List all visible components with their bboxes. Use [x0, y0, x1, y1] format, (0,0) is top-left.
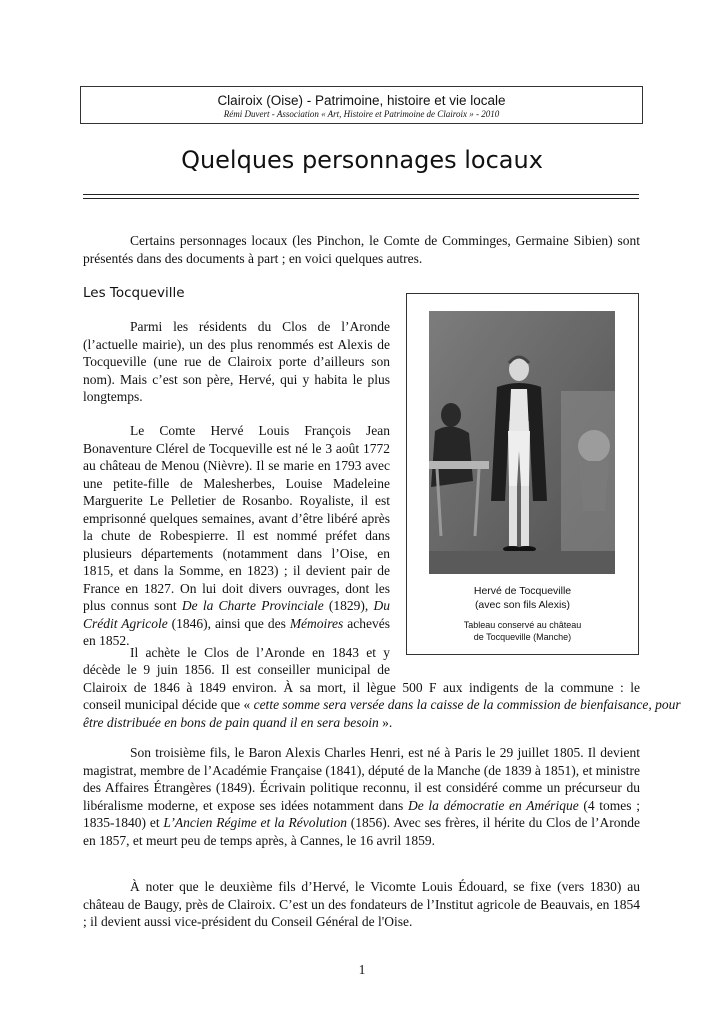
paragraph-5: À noter que le deuxième fils d’Hervé, le Vicomte Louis Édouard, se fixe (vers 1830) au château de Baugy, près de Clairoix. C’est un des fondateurs de l’Institut agricole de Beauvais, en 1854 ; il devient aussi vice-président du Conseil Général de l'Oise.	[83, 879, 640, 929]
paragraph-3-line-4: conseil municipal décide que « cette somme sera versée dans la caisse de la commission de bienfaisance, pour	[83, 697, 681, 712]
header-subtitle: Rémi Duvert - Association « Art, Histoire et Patrimoine de Clairoix » - 2010	[223, 109, 500, 119]
work-title: De la démocratie en Amérique	[408, 797, 579, 813]
quote: être distribuée en bons de pain quand il en sera besoin	[83, 715, 379, 730]
paragraph-1: Parmi les résidents du Clos de l’Aronde (l’actuelle mairie), un des plus renommés est Alexis de Tocqueville (une rue de Clairoix porte d’ailleurs son nom). Mais c’est son père, Hervé, qui y habita le plus longtemps.	[83, 319, 390, 404]
intro-paragraph: Certains personnages locaux (les Pinchon, le Comte de Comminges, Germaine Sibien) sont présentés dans des documents à part ; en voici quelques autres.	[83, 233, 640, 266]
work-title: Du Crédit Agricole	[83, 598, 390, 631]
paragraph-3-line-2: décède le 9 juin 1856. Il est conseiller municipal de	[83, 662, 390, 677]
quote: cette somme sera versée dans la caisse de la commission de bienfaisance, pour	[253, 697, 681, 712]
paragraph-2: Le Comte Hervé Louis François Jean Bonaventure Clérel de Tocqueville est né le 3 août 1772 au château de Menou (Nièvre). Il se marie en 1793 avec une petite-fille de Malesherbes, Louise Madeleine Marguerite Le Pelletier de Rosanbo. Royaliste, il est emprisonné quelques semaines, avant d’être libéré après la chute de Robespierre. Il est nommé préfet dans plusieurs départements (notamment dans l’Oise, en 1815, et dans la Somme, en 1823) ; il devient pair de France en 1827. On lui doit divers ouvrages, dont les plus connus sont De la Charte Provinciale (1829), Du Crédit Agricole (1846), ainsi que des Mémoires achevés en 1852.	[83, 423, 390, 648]
work-title: Mémoires	[289, 615, 344, 631]
work-title: L’Ancien Régime et la Révolution	[163, 815, 347, 830]
figure-note: Tableau conservé au château de Tocqueville (Manche)	[463, 620, 582, 642]
paragraph-4: Son troisième fils, le Baron Alexis Charles Henri, est né à Paris le 29 juillet 1805. Il devient magistrat, membre de l’Académie Française (1841), député de la Manche (de 1839 à 1851), et ministre des Affaires Étrangères (1849). Écrivain politique reconnu, il est considéré comme un précurseur du libéralisme moderne, et expose ses idées notamment dans De la démocratie en Amérique (4 tomes ; 1835-1840) et L’Ancien Régime et la Révolution (1856). Avec ses frères, il hérite du Clos de l’Aronde en 1857, et meurt peu de temps après, à Cannes, le 16 avril 1859.	[83, 745, 641, 848]
paragraph-3-line-1: Il achète le Clos de l’Aronde en 1843 et y	[130, 645, 390, 660]
portrait-painting	[429, 311, 615, 574]
paragraph-3-line-5: être distribuée en bons de pain quand il en sera besoin ».	[83, 715, 393, 730]
page-number: 1	[358, 962, 366, 977]
paragraph-3-line-3: Clairoix de 1846 à 1849 environ. À sa mort, il lègue 500 F aux indigents de la commune : le	[83, 680, 640, 695]
title-rule-top	[83, 194, 639, 195]
header-box	[80, 86, 643, 124]
page-title: Quelques personnages locaux	[181, 146, 543, 174]
figure-caption: Hervé de Tocqueville (avec son fils Alexis)	[473, 585, 572, 611]
title-rule-bottom	[83, 198, 639, 199]
section-title: Les Tocqueville	[83, 285, 185, 301]
header-title: Clairoix (Oise) - Patrimoine, histoire et vie locale	[217, 93, 506, 108]
work-title: De la Charte Provinciale	[181, 598, 324, 613]
figure-box	[406, 293, 639, 655]
